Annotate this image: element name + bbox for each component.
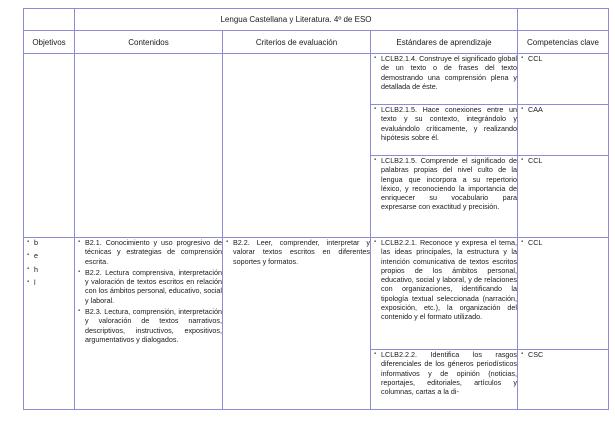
- criterios-cell-1: [223, 54, 371, 238]
- contenido-item: ▪ B2.2. Lectura comprensiva, interpretación y valoración de textos escritos en relación con los ámbitos personal, educativo, social y laboral.: [75, 268, 222, 305]
- estandar-item: ▪ LCLB2.1.5. Comprende el significado de palabras propias del nivel culto de la lengua que incorpora a su repertorio léxico, y reconociendo la importancia de enriquecer su vocabulario para expresarse con exactitud y precisión.: [371, 156, 517, 212]
- competencia-item: ▪ CSC: [518, 350, 608, 359]
- header-competencias: Competencias clave: [518, 31, 609, 54]
- competencia-item: ▪ CCL: [518, 238, 608, 247]
- competencia-cell: [518, 238, 609, 350]
- contenidos-cell-1: [75, 54, 223, 238]
- contenido-item: ▪ B2.1. Conocimiento y uso progresivo de técnicas y estrategias de comprensión escrita.: [75, 238, 222, 266]
- objetivos-cell-2: [24, 238, 75, 410]
- table-title: Lengua Castellana y Literatura. 4º de ESO: [75, 9, 518, 31]
- estandar-item: ▪ LCLB2.2.2. Identifica los rasgos diferenciales de los géneros periodísticos informativos y de opinión (noticias, reportajes, editoriales, artículos y columnas, cartas a la di-: [371, 350, 517, 396]
- header-contenidos: Contenidos: [75, 31, 223, 54]
- header-criterios: Criterios de evaluación: [223, 31, 371, 54]
- competencia-item: ▪ CAA: [518, 105, 608, 114]
- estandar-cell: [371, 105, 518, 156]
- estandar-item: ▪ LCLB2.1.5. Hace conexiones entre un texto y su contexto, integrándolo y evaluándolo críticamente, y realizando hipótesis sobre él.: [371, 105, 517, 142]
- contenidos-cell-2: [75, 238, 223, 410]
- objetivo-item: ▪ e: [24, 251, 74, 260]
- header-blank-cell: [518, 9, 609, 31]
- estandar-cell: [371, 350, 518, 410]
- competencia-cell: [518, 105, 609, 156]
- competencia-cell: [518, 350, 609, 410]
- competencia-item: ▪ CCL: [518, 156, 608, 165]
- contenido-item: ▪ B2.3. Lectura, comprensión, interpretación y valoración de textos narrativos, descriptivos, instructivos, expositivos, argumentativos y dialogados.: [75, 307, 222, 344]
- competencia-cell: [518, 156, 609, 238]
- estandar-cell: [371, 54, 518, 105]
- objetivos-cell-1: [24, 54, 75, 238]
- header-estandares: Estándares de aprendizaje: [371, 31, 518, 54]
- estandar-item: ▪ LCLB2.2.1. Reconoce y expresa el tema, las ideas principales, la estructura y la intención comunicativa de textos escritos propios de los ámbitos personal, educativo, social y laboral, y de relaciones con organizaciones, identificando la tipología textual seleccionada (narración, exposición, etc.), la organización del contenido y el formato utilizado.: [371, 238, 517, 322]
- competencia-cell: [518, 54, 609, 105]
- estandar-cell: [371, 156, 518, 238]
- criterio-item: ▪ B2.2. Leer, comprender, interpretar y valorar textos escritos en diferentes soportes y formatos.: [223, 238, 370, 266]
- estandar-cell: [371, 238, 518, 350]
- objetivo-item: ▪ b: [24, 238, 74, 247]
- criterios-cell-2: [223, 238, 371, 410]
- estandar-item: ▪ LCLB2.1.4. Construye el significado global de un texto o de frases del texto demostrando una comprensión plena y detallada de éste.: [371, 54, 517, 91]
- header-blank-cell: [24, 9, 75, 31]
- objetivo-item: ▪ l: [24, 278, 74, 287]
- competencia-item: ▪ CCL: [518, 54, 608, 63]
- header-objetivos: Objetivos: [24, 31, 75, 54]
- curriculum-table: [23, 8, 609, 410]
- objetivo-item: ▪ h: [24, 265, 74, 274]
